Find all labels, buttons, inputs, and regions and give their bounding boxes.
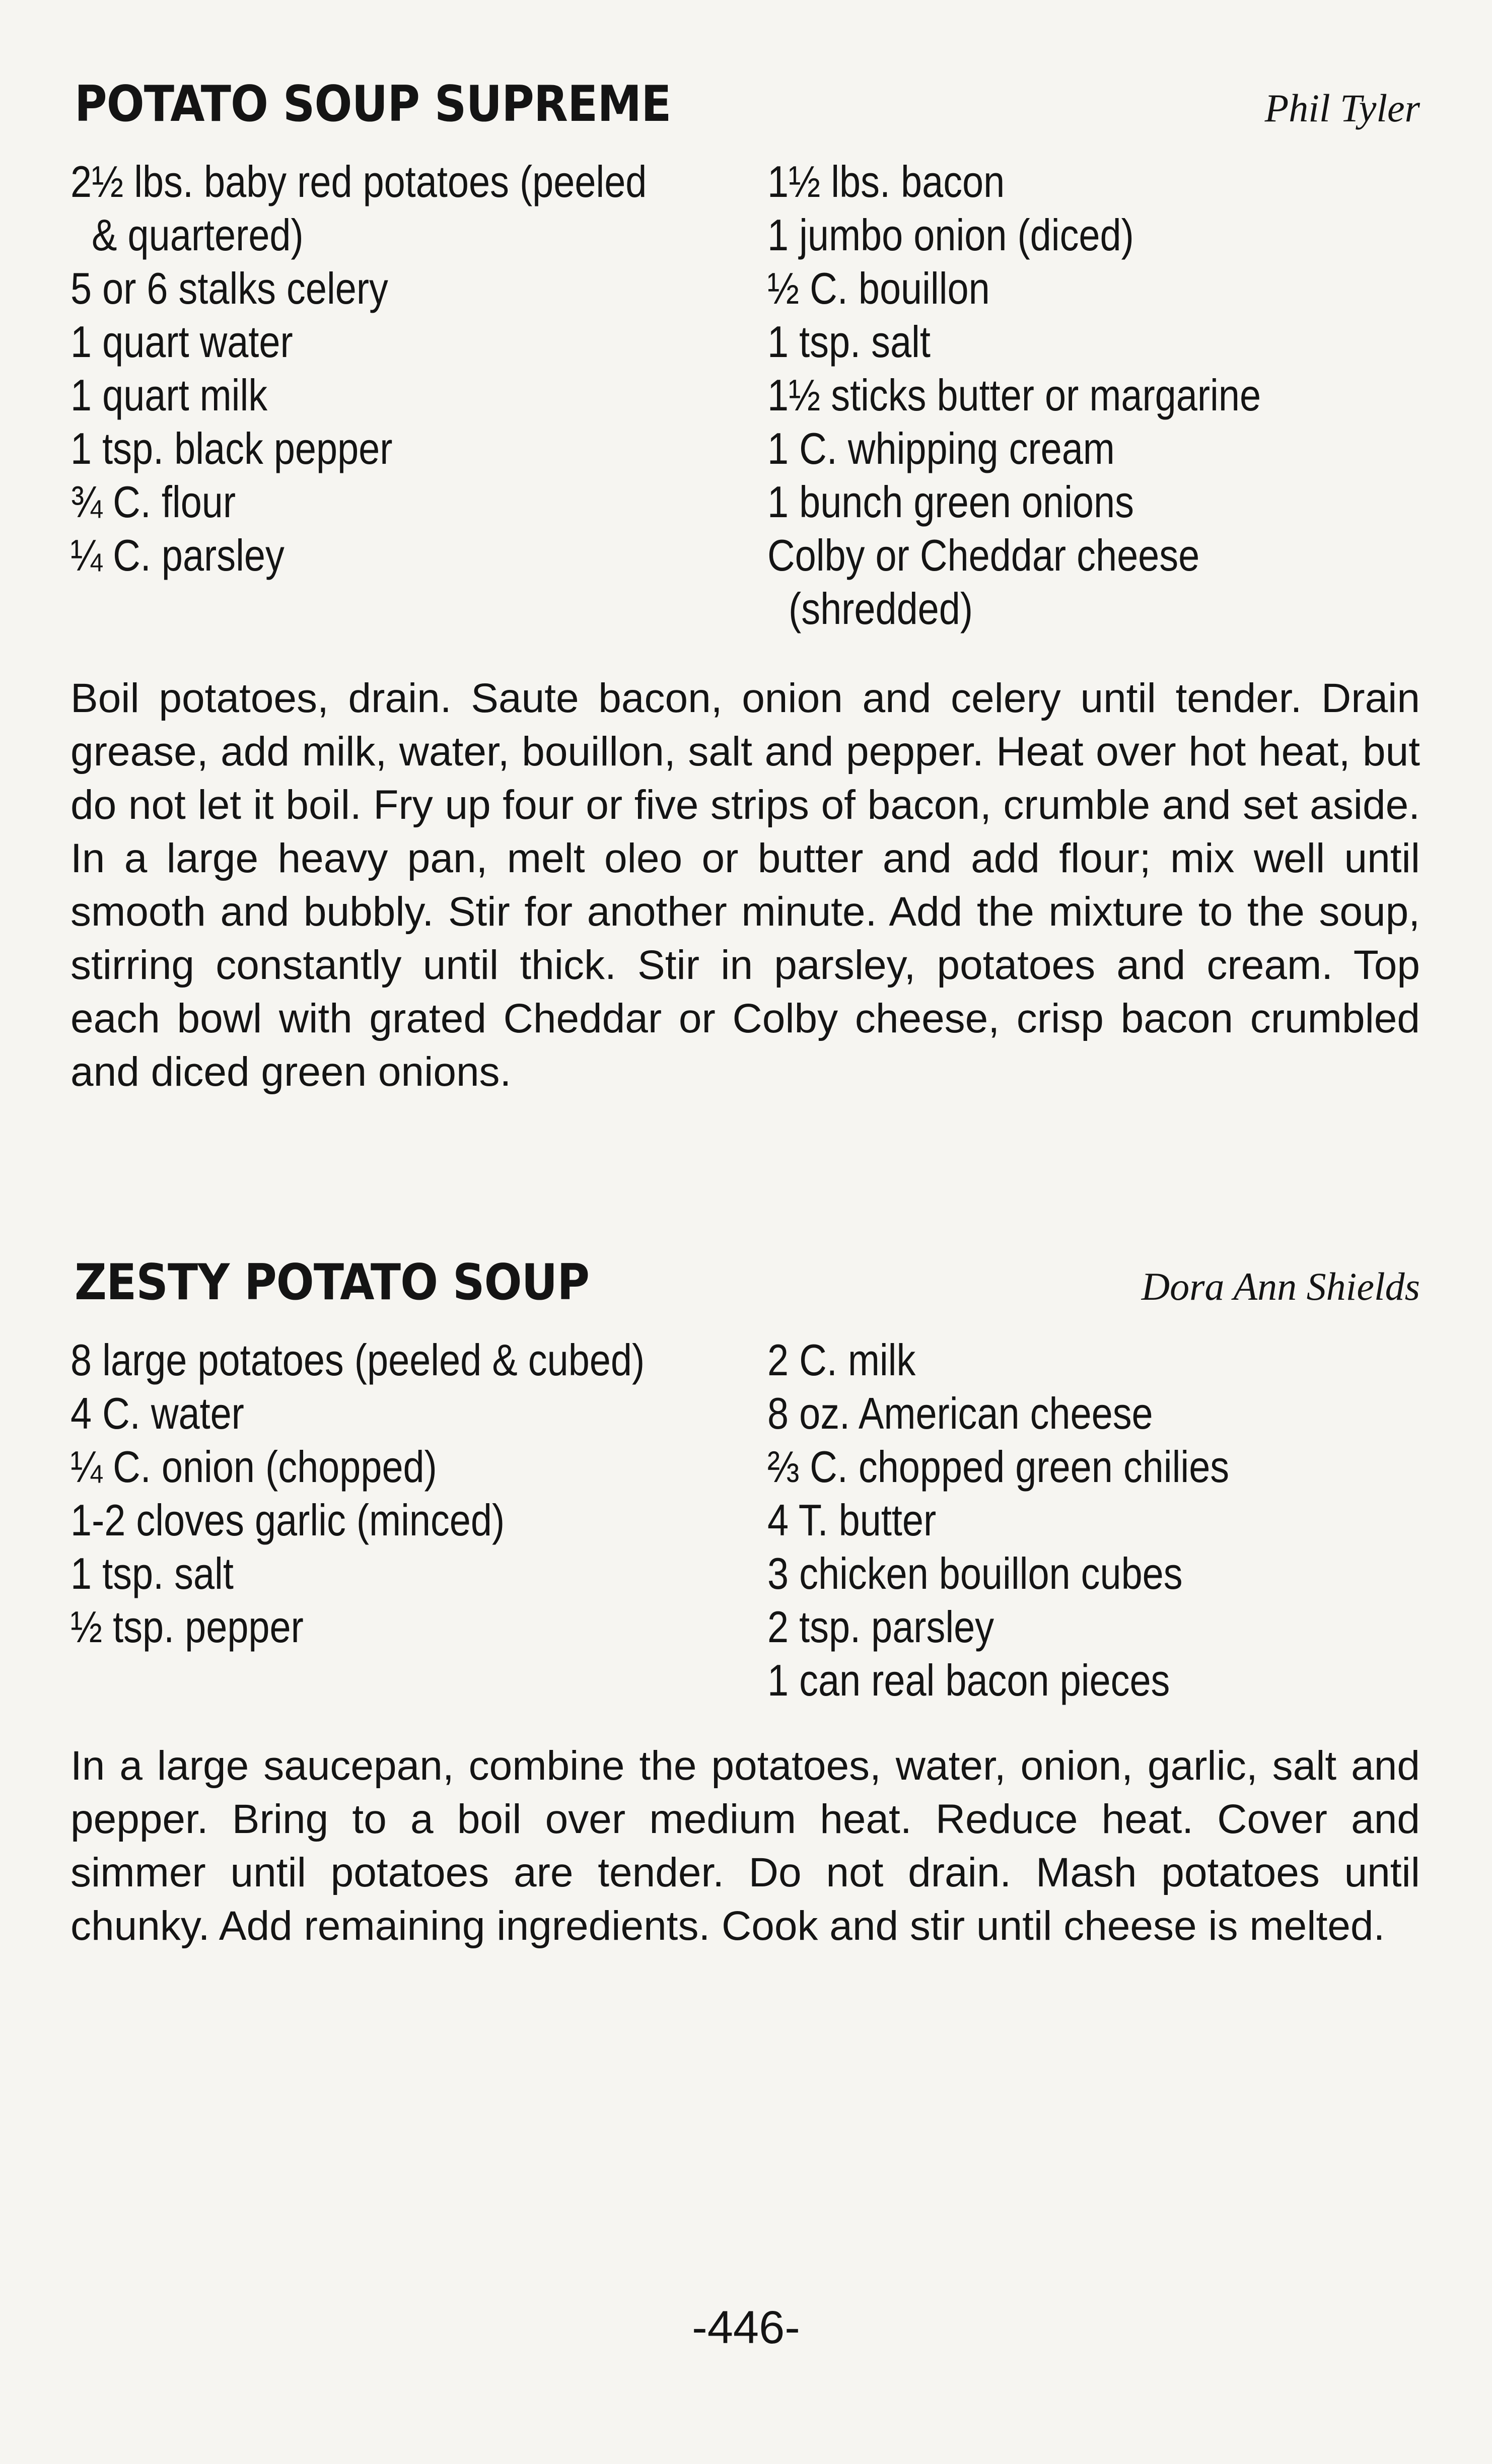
ingredient-item: ½ C. bouillon [767,263,990,313]
recipe-title: ZESTY POTATO SOUP [75,1254,590,1311]
ingredient-item: 4 T. butter [767,1495,937,1545]
ingredient-list [70,155,1420,636]
ingredient-item: ¼ C. parsley [70,530,285,580]
ingredient-item: 3 chicken bouillon cubes [767,1548,1183,1598]
recipe-potato-soup-supreme [70,65,1420,1099]
ingredient-item: 1 bunch green onions [767,477,1134,527]
ingredient-item: 1 tsp. black pepper [70,424,393,473]
ingredient-item: 2 tsp. parsley [767,1602,994,1652]
ingredient-column-right [767,155,1420,636]
ingredient-column-left [70,155,767,636]
ingredient-item: 1 quart water [70,317,293,367]
recipe-instructions: In a large saucepan, combine the potatoes, water, onion, garlic, salt and pepper. Bring to a boil over medium heat. Reduce heat. Cover and simmer until potatoes are tender. Do not drain. Mash potatoes until chunky. Add remaining ingredients. Cook and stir until cheese is melted. [70,1743,1420,1949]
page-number: -446- [692,2302,800,2353]
ingredient-item: 1 quart milk [70,370,268,420]
ingredient-item: 4 C. water [70,1388,244,1438]
ingredient-column-right [767,1333,1420,1707]
recipe-author: Dora Ann Shields [1141,1264,1420,1308]
ingredient-item: 8 oz. American cheese [767,1388,1153,1438]
ingredient-item: 2 C. milk [767,1335,916,1385]
ingredient-item: 5 or 6 stalks celery [70,263,388,313]
ingredient-item: ½ tsp. pepper [70,1602,304,1652]
ingredient-column-left [70,1333,767,1707]
ingredient-item: 1 tsp. salt [767,317,931,367]
ingredient-item: 1½ lbs. bacon [767,157,1005,206]
ingredient-item: 1½ sticks butter or margarine [767,370,1261,420]
ingredient-item: (shredded) [767,584,973,633]
recipe-header [70,1244,1420,1329]
ingredient-item: 2½ lbs. baby red potatoes (peeled [70,157,647,206]
ingredient-list [70,1333,1420,1707]
ingredient-item: 1 tsp. salt [70,1548,234,1598]
ingredient-item: ⅔ C. chopped green chilies [767,1442,1230,1492]
recipe-zesty-potato-soup [70,1244,1420,1953]
ingredient-item: ¾ C. flour [70,477,236,527]
recipe-title: POTATO SOUP SUPREME [75,76,671,133]
ingredient-item: 1 jumbo onion (diced) [767,210,1134,260]
ingredient-item: 1 can real bacon pieces [767,1655,1170,1705]
recipe-author: Phil Tyler [1264,86,1420,130]
recipe-instructions: Boil potatoes, drain. Saute bacon, onion and celery until tender. Drain grease, add milk, water, bouillon, salt and pepper. Heat over hot heat, but do not let it boil. Fry up four or five strips of bacon, crumble and set aside. In a large heavy pan, melt oleo or butter and add flour; mix well until smooth and bubbly. Stir for another minute. Add the mixture to the soup, stirring constantly until thick. Stir in parsley, potatoes and cream. Top each bowl with grated Cheddar or Colby cheese, crisp bacon crumbled and diced green onions. [70,675,1420,1095]
ingredient-item: ¼ C. onion (chopped) [70,1442,437,1492]
ingredient-item: Colby or Cheddar cheese [767,530,1200,580]
ingredient-item: & quartered) [70,210,304,260]
ingredient-item: 1 C. whipping cream [767,424,1115,473]
recipe-header [70,65,1420,151]
ingredient-item: 8 large potatoes (peeled & cubed) [70,1335,645,1385]
ingredient-item: 1-2 cloves garlic (minced) [70,1495,505,1545]
